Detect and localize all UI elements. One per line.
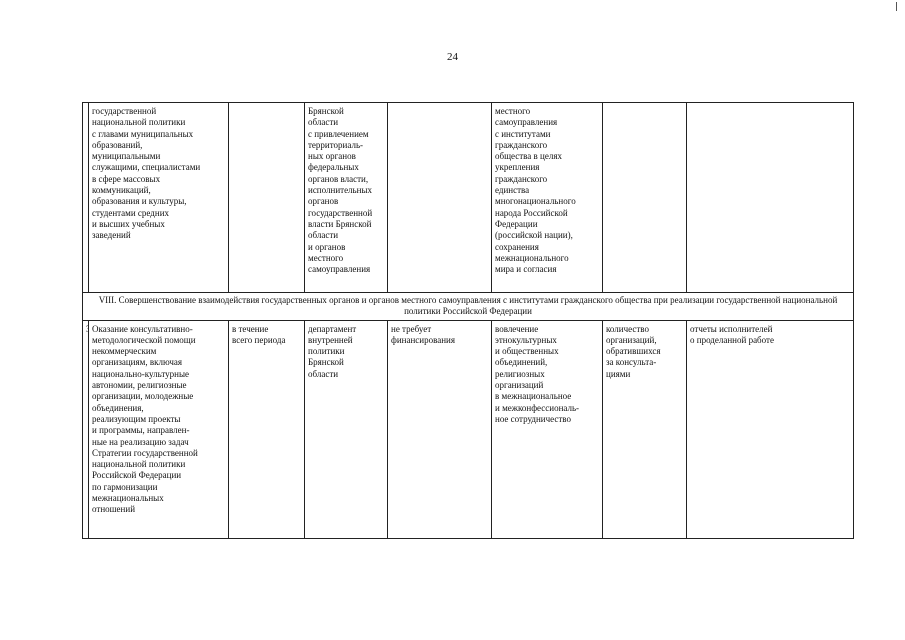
plan-table bbox=[82, 102, 854, 539]
cell-term: в течение всего периода bbox=[229, 320, 305, 538]
cell-funding: не требует финансирования bbox=[388, 320, 492, 538]
table-row bbox=[83, 103, 854, 293]
cell-funding bbox=[388, 103, 492, 293]
cell-goal: вовлечение этнокультурных и общественных объединений, религиозных организаций в межнациональное и межконфессиональ- ное сотрудничество bbox=[492, 320, 603, 538]
cell-indicator bbox=[603, 103, 687, 293]
scan-edge-mark bbox=[896, 2, 897, 11]
cell-executor: департамент внутренней политики Брянской области bbox=[305, 320, 388, 538]
page-number: 24 bbox=[447, 51, 458, 63]
cell-measure: государственной национальной политики с главами муниципальных образований, муниципальными служащими, специалистами в сфере массовых коммуникаций, образования и культуры, студентами средних и высших учебных заведений bbox=[89, 103, 229, 293]
section-heading: VIII. Совершенствование взаимодействия государственных органов и органов местного самоуправления с институтами гражданского общества при реализации государственной национальной политики Российской Федерации bbox=[83, 293, 854, 321]
cell-term bbox=[229, 103, 305, 293]
cell-executor: Брянской области с привлечением территориаль- ных органов федеральных органов власти, исполнительных органов государственной власти Брянской области и органов местного самоуправления bbox=[305, 103, 388, 293]
section-heading-row bbox=[83, 293, 854, 321]
cell-indicator: количество организаций, обратившихся за консульта- циями bbox=[603, 320, 687, 538]
cell-measure: Оказание консультативно- методологической помощи некоммерческим организациям, включая национально-культурные автономии, религиозные организации, молодежные объединения, реализующим проекты и программы, направлен- ные на реализацию задач Стратегии государственной национальной политики Российской Федерации по гармонизации межнациональных отношений bbox=[89, 320, 229, 538]
cell-goal: местного самоуправления с институтами гражданского общества в целях укрепления гражданского единства многонационального народа Российской Федерации (российской нации), сохранения межнационального мира и согласия bbox=[492, 103, 603, 293]
cell-report: отчеты исполнителей о проделанной работе bbox=[687, 320, 854, 538]
cell-report bbox=[687, 103, 854, 293]
table-row bbox=[83, 320, 854, 538]
